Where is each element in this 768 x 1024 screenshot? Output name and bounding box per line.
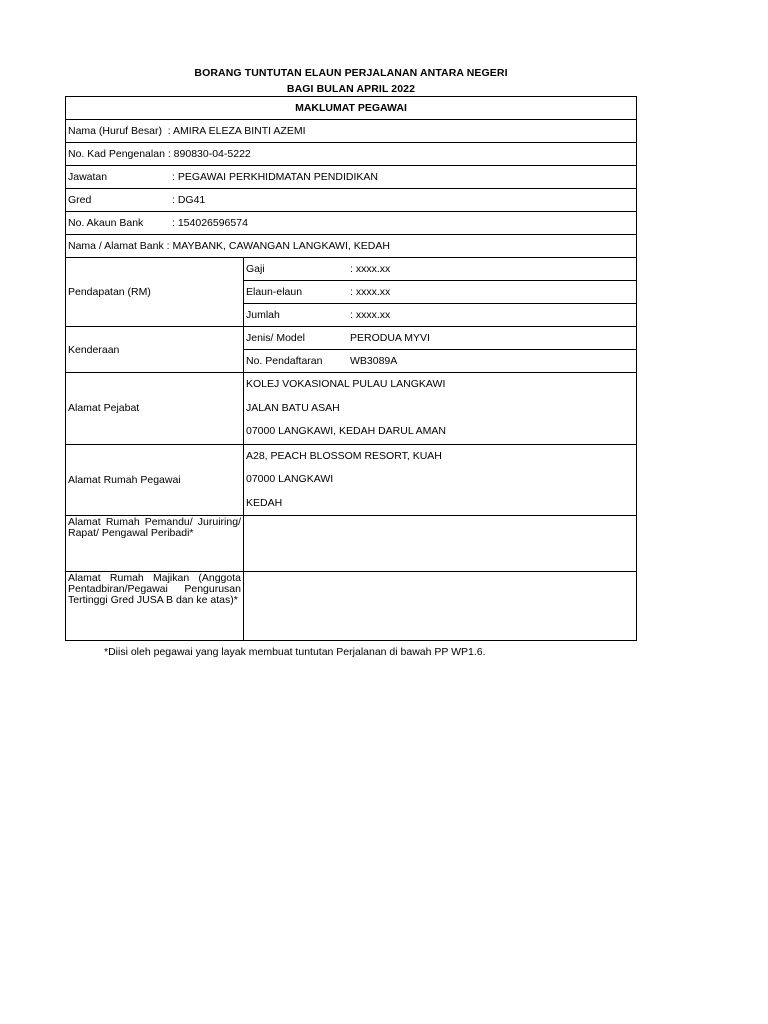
account-label: No. Akaun Bank (68, 217, 144, 229)
income-total-value: : xxxx.xx (350, 309, 391, 321)
income-salary-cell (244, 258, 637, 281)
vehicle-model-value: PERODUA MYVI (350, 332, 430, 344)
section-header-row (66, 97, 637, 120)
position-label: Jawatan (68, 171, 108, 183)
employer-address-value (244, 572, 637, 641)
office-address-line-3: 07000 LANGKAWI, KEDAH DARUL AMAN (246, 425, 446, 437)
name-row (66, 120, 637, 143)
bank-cell (66, 235, 637, 258)
home-address-line-3: KEDAH (246, 496, 283, 509)
income-allowance-label: Elaun-elaun (246, 286, 303, 298)
bank-value: : MAYBANK, CAWANGAN LANGKAWI, KEDAH (166, 240, 390, 252)
name-cell (66, 120, 637, 143)
form-title: BORANG TUNTUTAN ELAUN PERJALANAN ANTARA NEGERI (194, 67, 508, 79)
office-address-line-1: KOLEJ VOKASIONAL PULAU LANGKAWI (246, 378, 446, 390)
home-address-line-1: A28, PEACH BLOSSOM RESORT, KUAH (246, 449, 442, 462)
position-value: : PEGAWAI PERKHIDMATAN PENDIDIKAN (172, 171, 378, 183)
home-row (66, 444, 637, 516)
income-label: Pendapatan (RM) (66, 258, 244, 327)
bank-row (66, 235, 637, 258)
bank-label: Nama / Alamat Bank (68, 240, 164, 252)
vehicle-model-cell (244, 327, 637, 350)
vehicle-model-label: Jenis/ Model (246, 332, 305, 344)
name-value: : AMIRA ELEZA BINTI AZEMI (167, 125, 306, 137)
office-address-cell (244, 373, 637, 445)
income-total-label: Jumlah (246, 309, 280, 321)
income-salary-value: : xxxx.xx (350, 263, 391, 275)
vehicle-reg-label: No. Pendaftaran (246, 355, 323, 367)
employer-label: Alamat Rumah Majikan (Anggota Pentadbiran/Pegawai Pengurusan Tertinggi Gred JUSA B dan ke atas)* (66, 572, 244, 641)
position-row (66, 166, 637, 189)
account-cell (66, 212, 637, 235)
income-allowance-cell (244, 281, 637, 304)
grade-label: Gred (68, 194, 92, 206)
employee-info-table (65, 96, 637, 641)
office-row (66, 373, 637, 445)
grade-row (66, 189, 637, 212)
account-row (66, 212, 637, 235)
footnote: *Diisi oleh pegawai yang layak membuat tuntutan Perjalanan di bawah PP WP1.6. (104, 646, 486, 658)
income-allowance-value: : xxxx.xx (350, 286, 391, 298)
form-subtitle: BAGI BULAN APRIL 2022 (286, 83, 416, 95)
employer-row (66, 572, 637, 641)
driver-row (66, 516, 637, 572)
vehicle-label: Kenderaan (66, 327, 244, 373)
income-row-1 (66, 258, 637, 281)
grade-cell (66, 189, 637, 212)
position-cell (66, 166, 637, 189)
driver-address-value (244, 516, 637, 572)
ic-value: : 890830-04-5222 (167, 148, 251, 160)
home-label: Alamat Rumah Pegawai (66, 444, 244, 516)
vehicle-row-1 (66, 327, 637, 350)
office-address-line-2: JALAN BATU ASAH (246, 401, 340, 414)
home-address-line-2: 07000 LANGKAWI (246, 473, 334, 485)
grade-value: : DG41 (172, 194, 206, 206)
home-address-cell (244, 444, 637, 516)
account-value: : 154026596574 (172, 217, 248, 229)
ic-row (66, 143, 637, 166)
name-label: Nama (Huruf Besar) (68, 125, 162, 137)
ic-cell (66, 143, 637, 166)
vehicle-reg-cell (244, 350, 637, 373)
ic-label: No. Kad Pengenalan (68, 148, 165, 160)
income-total-cell (244, 304, 637, 327)
driver-label: Alamat Rumah Pemandu/ Juruiring/ Rapat/ Pengawal Peribadi* (66, 516, 244, 572)
section-heading: MAKLUMAT PEGAWAI (66, 97, 637, 120)
income-salary-label: Gaji (246, 263, 265, 275)
vehicle-reg-value: WB3089A (350, 355, 398, 367)
office-label: Alamat Pejabat (66, 373, 244, 445)
